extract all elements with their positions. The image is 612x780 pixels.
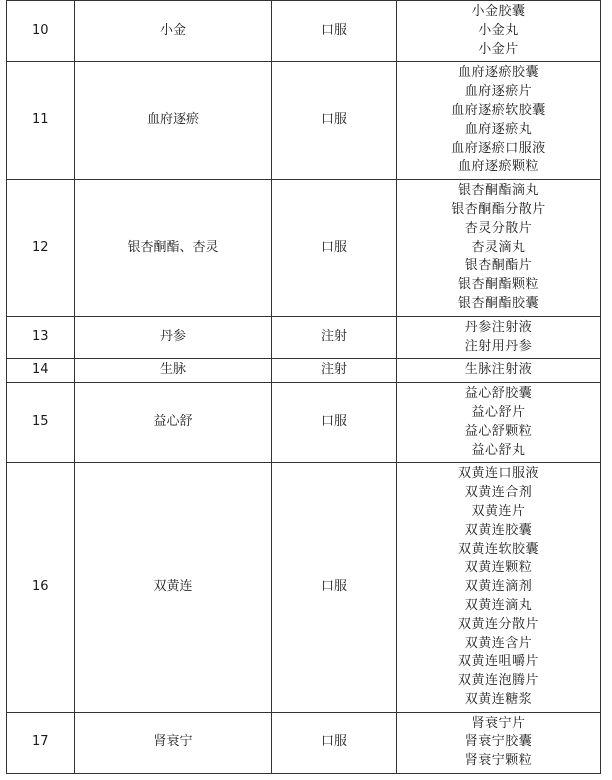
dosage-form-label: 双黄连滴剂: [464, 579, 533, 595]
dosage-form-item: [397, 597, 600, 616]
dosage-form-label: 血府逐瘀口服液: [451, 140, 546, 156]
dosage-form-label: 双黄连合剂: [464, 485, 533, 501]
drug-name: 丹参: [75, 316, 272, 359]
route-of-administration: 口服: [272, 383, 397, 463]
dosage-forms: [397, 463, 601, 712]
dosage-forms: [397, 316, 601, 359]
table-row: [7, 180, 601, 317]
route-of-administration: 注射: [272, 359, 397, 383]
dosage-form-item: [397, 404, 600, 423]
row-number: 15: [7, 383, 75, 463]
dosage-form-item: [397, 3, 600, 22]
row-number: 11: [7, 62, 75, 180]
route-of-administration: 口服: [272, 463, 397, 712]
table-row: [7, 359, 601, 383]
dosage-form-label: 注射用丹参: [464, 338, 533, 354]
dosage-form-label: 小金丸: [478, 22, 519, 38]
route-of-administration: 口服: [272, 1, 397, 62]
dosage-form-label: 肾衰宁片: [471, 715, 526, 731]
dosage-form-item: [397, 442, 600, 461]
dosage-form-item: [397, 385, 600, 404]
dosage-form-item: [397, 257, 600, 276]
dosage-form-item: [397, 361, 600, 380]
route-of-administration: 口服: [272, 712, 397, 773]
drug-name: 益心舒: [75, 383, 272, 463]
table-row: [7, 1, 601, 62]
dosage-form-label: 双黄连片: [471, 503, 526, 519]
dosage-form-label: 杏灵滴丸: [471, 239, 526, 255]
dosage-form-item: [397, 182, 600, 201]
table-body: [7, 1, 601, 774]
row-number: 13: [7, 316, 75, 359]
dosage-form-label: 双黄连胶囊: [464, 522, 533, 538]
dosage-form-item: [397, 465, 600, 484]
dosage-form-label: 双黄连糖浆: [464, 691, 533, 707]
dosage-form-label: 肾衰宁胶囊: [464, 734, 533, 750]
dosage-form-item: [397, 158, 600, 177]
dosage-form-item: [397, 715, 600, 734]
dosage-forms: [397, 712, 601, 773]
dosage-form-label: 血府逐瘀颗粒: [457, 159, 539, 175]
dosage-form-item: [397, 578, 600, 597]
dosage-form-label: 小金胶囊: [471, 4, 526, 19]
dosage-form-item: [397, 503, 600, 522]
dosage-form-item: [397, 752, 600, 771]
dosage-form-item: [397, 653, 600, 672]
dosage-form-item: [397, 541, 600, 560]
drug-name: 血府逐瘀: [75, 62, 272, 180]
dosage-forms: [397, 1, 601, 62]
dosage-form-item: [397, 423, 600, 442]
dosage-form-item: [397, 559, 600, 578]
dosage-form-label: 血府逐瘀软胶囊: [451, 102, 546, 118]
dosage-form-item: [397, 121, 600, 140]
row-number: 14: [7, 359, 75, 383]
dosage-form-label: 血府逐瘀胶囊: [457, 65, 539, 81]
dosage-form-item: [397, 83, 600, 102]
drug-name: 肾衰宁: [75, 712, 272, 773]
dosage-form-label: 生脉注射液: [464, 362, 533, 378]
dosage-form-label: 双黄连口服液: [457, 466, 539, 482]
dosage-form-item: [397, 616, 600, 635]
dosage-form-label: 双黄连颗粒: [464, 560, 533, 576]
dosage-form-item: [397, 64, 600, 83]
row-number: 10: [7, 1, 75, 62]
dosage-form-item: [397, 102, 600, 121]
dosage-form-item: [397, 220, 600, 239]
dosage-form-item: [397, 201, 600, 220]
dosage-forms: [397, 62, 601, 180]
dosage-form-label: 银杏酮酯滴丸: [457, 183, 539, 199]
dosage-form-label: 双黄连咀嚼片: [457, 654, 539, 670]
dosage-forms: [397, 180, 601, 317]
dosage-form-label: 双黄连滴丸: [464, 597, 533, 613]
route-of-administration: 口服: [272, 180, 397, 317]
dosage-form-item: [397, 522, 600, 541]
dosage-form-item: [397, 635, 600, 654]
dosage-form-label: 双黄连含片: [464, 635, 533, 651]
row-number: 12: [7, 180, 75, 317]
table-row: [7, 62, 601, 180]
dosage-form-label: 银杏酮酯分散片: [451, 201, 546, 217]
dosage-form-label: 小金片: [478, 41, 519, 57]
dosage-form-item: [397, 733, 600, 752]
dosage-form-label: 双黄连软胶囊: [457, 541, 539, 557]
dosage-form-item: [397, 319, 600, 338]
dosage-form-item: [397, 295, 600, 314]
row-number: 16: [7, 463, 75, 712]
dosage-form-item: [397, 239, 600, 258]
dosage-form-label: 益心舒片: [471, 404, 526, 420]
dosage-form-label: 血府逐瘀片: [464, 84, 533, 100]
dosage-form-item: [397, 338, 600, 357]
dosage-form-label: 益心舒丸: [471, 442, 526, 458]
route-of-administration: 注射: [272, 316, 397, 359]
dosage-form-item: [397, 276, 600, 295]
dosage-form-label: 银杏酮酯颗粒: [457, 277, 539, 293]
dosage-form-item: [397, 41, 600, 60]
table-row: [7, 712, 601, 773]
dosage-forms: [397, 383, 601, 463]
dosage-form-label: 益心舒颗粒: [464, 423, 533, 439]
dosage-form-label: 血府逐瘀丸: [464, 121, 533, 137]
drug-name: 双黄连: [75, 463, 272, 712]
table-row: [7, 383, 601, 463]
dosage-form-label: 双黄连泡腾片: [457, 673, 539, 689]
dosage-form-label: 银杏酮酯胶囊: [457, 295, 539, 311]
table-row: [7, 463, 601, 712]
drug-name: 生脉: [75, 359, 272, 383]
dosage-form-item: [397, 140, 600, 159]
dosage-form-label: 肾衰宁颗粒: [464, 753, 533, 769]
dosage-form-label: 益心舒胶囊: [464, 386, 533, 402]
drug-name: 小金: [75, 1, 272, 62]
dosage-form-item: [397, 484, 600, 503]
dosage-forms: [397, 359, 601, 383]
dosage-form-item: [397, 691, 600, 710]
route-of-administration: 口服: [272, 62, 397, 180]
dosage-form-item: [397, 22, 600, 41]
dosage-form-label: 丹参注射液: [464, 319, 533, 335]
row-number: 17: [7, 712, 75, 773]
table-row: [7, 316, 601, 359]
dosage-form-item: [397, 672, 600, 691]
dosage-form-label: 银杏酮酯片: [464, 258, 533, 274]
dosage-form-label: 杏灵分散片: [464, 220, 533, 236]
drug-table: [6, 0, 601, 774]
drug-name: 银杏酮酯、杏灵: [75, 180, 272, 317]
dosage-form-label: 双黄连分散片: [457, 616, 539, 632]
